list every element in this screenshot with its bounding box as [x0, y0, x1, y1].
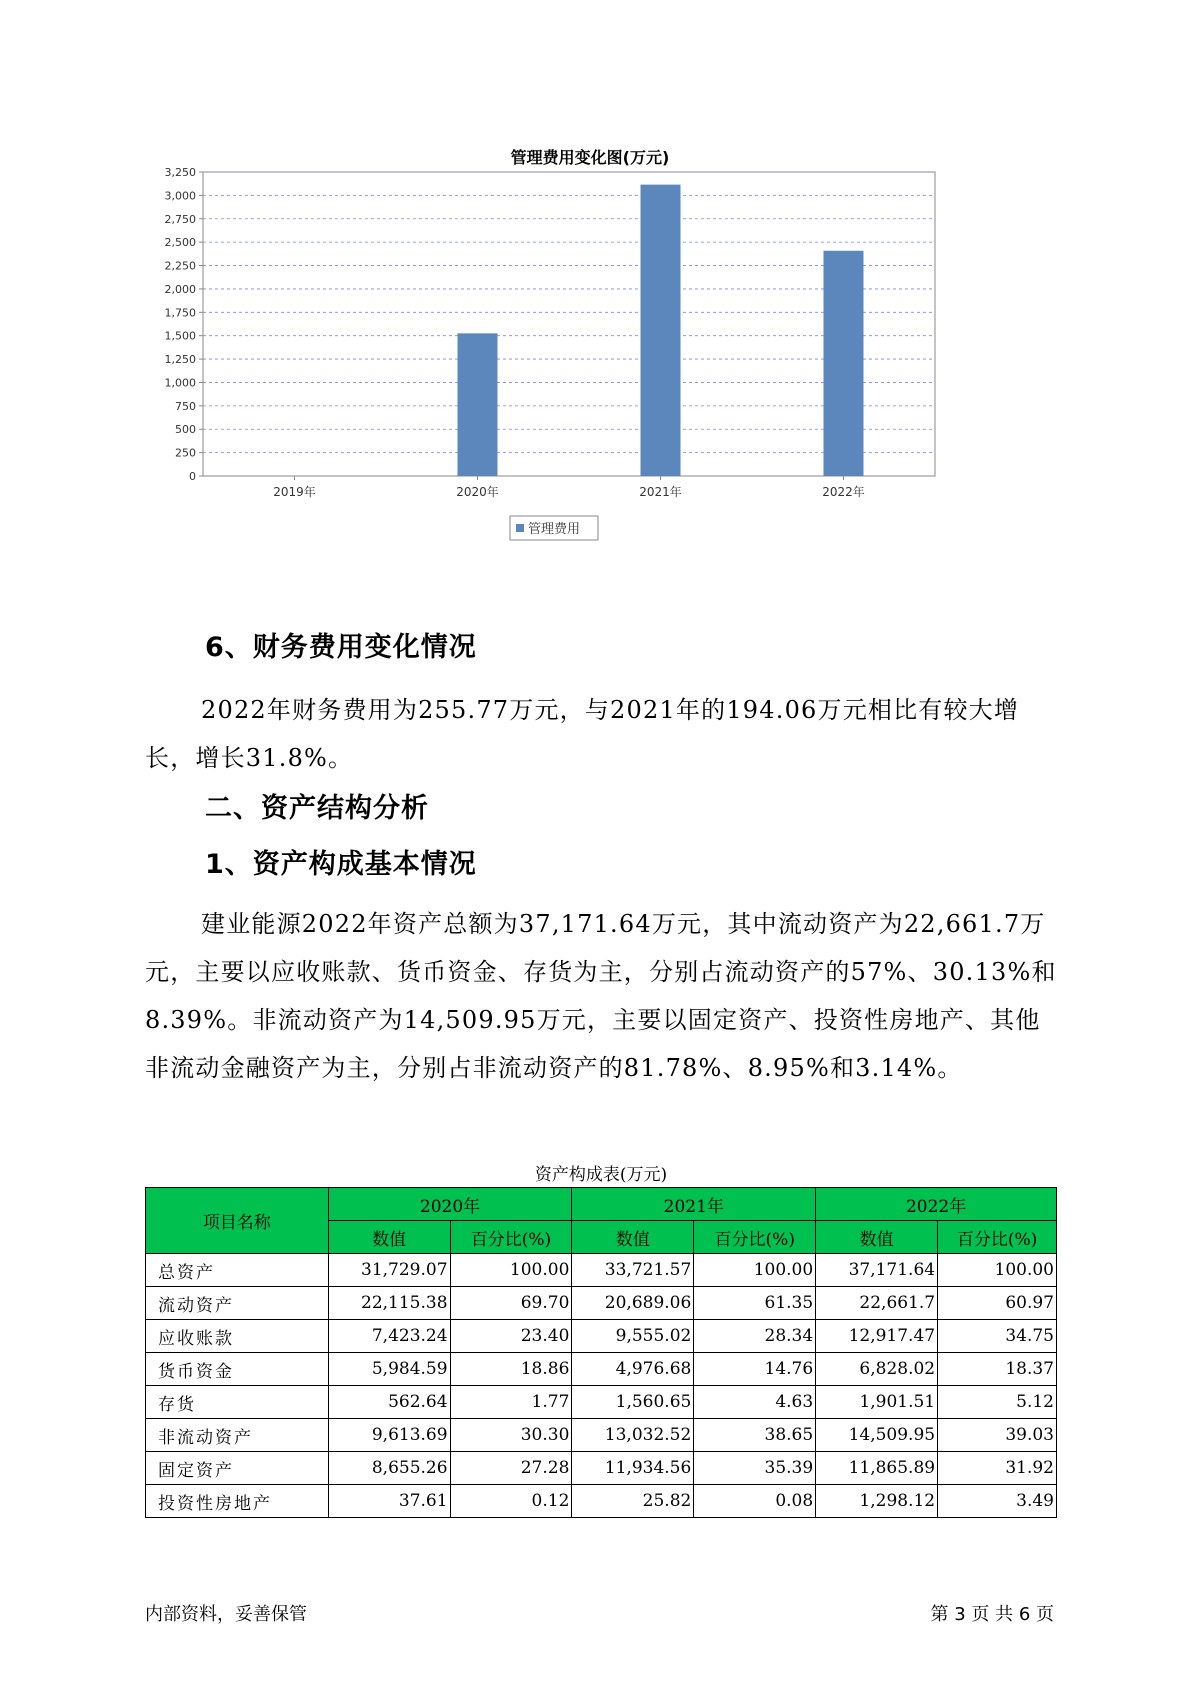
y-tick-label: 1,500 [164, 329, 196, 343]
footer-page-number: 第 3 页 共 6 页 [930, 1604, 1054, 1625]
cell-value: 12,917.47 [816, 1320, 938, 1353]
cell-value: 5,984.59 [328, 1353, 450, 1386]
y-tick-label: 750 [175, 399, 196, 413]
cell-value: 25.82 [572, 1485, 694, 1518]
cell-value: 6,828.02 [816, 1353, 938, 1386]
bar-chart [150, 138, 1030, 598]
table-row [146, 1386, 1057, 1419]
row-label: 流动资产 [146, 1287, 329, 1320]
cell-value: 31,729.07 [328, 1254, 450, 1287]
bar-2021年 [641, 185, 681, 476]
cell-value: 9,613.69 [328, 1419, 450, 1452]
header-year-2020: 2020年 [328, 1188, 572, 1221]
table-row [146, 1353, 1057, 1386]
y-tick-label: 500 [175, 423, 196, 437]
table-row [146, 1254, 1057, 1287]
cell-value: 11,934.56 [572, 1452, 694, 1485]
header-percent: 百分比(%) [450, 1221, 572, 1254]
table-row [146, 1320, 1057, 1353]
section-heading-asset-composition: 1、资产构成基本情况 [205, 849, 477, 880]
cell-percent: 100.00 [450, 1254, 572, 1287]
header-value: 数值 [816, 1221, 938, 1254]
row-label: 应收账款 [146, 1320, 329, 1353]
y-tick-label: 3,000 [164, 189, 196, 203]
cell-percent: 61.35 [694, 1287, 816, 1320]
cell-value: 9,555.02 [572, 1320, 694, 1353]
cell-value: 1,298.12 [816, 1485, 938, 1518]
cell-percent: 31.92 [938, 1452, 1057, 1485]
cell-percent: 28.34 [694, 1320, 816, 1353]
cell-percent: 18.37 [938, 1353, 1057, 1386]
cell-value: 1,560.65 [572, 1386, 694, 1419]
cell-percent: 39.03 [938, 1419, 1057, 1452]
cell-value: 7,423.24 [328, 1320, 450, 1353]
row-label: 投资性房地产 [146, 1485, 329, 1518]
row-label: 固定资产 [146, 1452, 329, 1485]
y-tick-label: 0 [189, 470, 196, 483]
section-heading-finance-cost: 6、财务费用变化情况 [205, 632, 477, 663]
cell-value: 37,171.64 [816, 1254, 938, 1287]
table-row [146, 1419, 1057, 1452]
asset-composition-paragraph: 建业能源2022年资产总额为37,171.64万元，其中流动资产为22,661.7万元，主要以应收账款、货币资金、存货为主，分别占流动资产的57%、30.13%和8.39%。非流动资产为14,509.95万元，主要以固定资产、投资性房地产、其他非流动金融资产为主，分别占非流动资产的81.78%、8.95%和3.14%。 [145, 910, 1057, 1082]
finance-cost-paragraph: 2022年财务费用为255.77万元，与2021年的194.06万元相比有较大增长，增长31.8%。 [145, 696, 1020, 772]
x-tick-label: 2022年 [822, 485, 865, 499]
cell-percent: 1.77 [450, 1386, 572, 1419]
y-tick-label: 2,500 [164, 236, 196, 250]
y-tick-label: 2,000 [164, 282, 196, 296]
cell-percent: 100.00 [938, 1254, 1057, 1287]
cell-value: 20,689.06 [572, 1287, 694, 1320]
y-tick-label: 2,250 [164, 259, 196, 273]
table-caption: 资产构成表(万元) [534, 1165, 668, 1185]
chart-title: 管理费用变化图(万元) [510, 148, 670, 167]
header-value: 数值 [572, 1221, 694, 1254]
x-tick-label: 2019年 [273, 485, 316, 499]
cell-percent: 60.97 [938, 1287, 1057, 1320]
table-row [146, 1452, 1057, 1485]
cell-value: 11,865.89 [816, 1452, 938, 1485]
cell-percent: 34.75 [938, 1320, 1057, 1353]
cell-value: 22,661.7 [816, 1287, 938, 1320]
x-tick-label: 2020年 [456, 485, 499, 499]
y-tick-label: 3,250 [164, 166, 196, 179]
header-percent: 百分比(%) [694, 1221, 816, 1254]
y-tick-label: 1,000 [164, 376, 196, 390]
y-tick-label: 1,250 [164, 353, 196, 367]
cell-percent: 4.63 [694, 1386, 816, 1419]
y-tick-label: 250 [175, 446, 196, 460]
y-tick-label: 2,750 [164, 212, 196, 226]
cell-percent: 0.08 [694, 1485, 816, 1518]
asset-table [145, 1187, 1057, 1518]
cell-value: 13,032.52 [572, 1419, 694, 1452]
header-percent: 百分比(%) [938, 1221, 1057, 1254]
x-tick-label: 2021年 [639, 485, 682, 499]
header-year-2021: 2021年 [572, 1188, 816, 1221]
bar-2020年 [458, 333, 498, 476]
row-label: 货币资金 [146, 1353, 329, 1386]
cell-percent: 30.30 [450, 1419, 572, 1452]
header-item-name: 项目名称 [146, 1188, 329, 1254]
cell-value: 1,901.51 [816, 1386, 938, 1419]
row-label: 总资产 [146, 1254, 329, 1287]
cell-percent: 0.12 [450, 1485, 572, 1518]
y-tick-label: 1,750 [164, 306, 196, 320]
cell-value: 562.64 [328, 1386, 450, 1419]
row-label: 非流动资产 [146, 1419, 329, 1452]
cell-percent: 23.40 [450, 1320, 572, 1353]
header-year-2022: 2022年 [816, 1188, 1057, 1221]
table-row [146, 1287, 1057, 1320]
cell-value: 37.61 [328, 1485, 450, 1518]
cell-percent: 35.39 [694, 1452, 816, 1485]
section-heading-asset-structure: 二、资产结构分析 [205, 793, 429, 824]
cell-value: 4,976.68 [572, 1353, 694, 1386]
cell-value: 22,115.38 [328, 1287, 450, 1320]
header-value: 数值 [328, 1221, 450, 1254]
table-header-row [146, 1188, 1057, 1221]
table-row [146, 1485, 1057, 1518]
cell-percent: 18.86 [450, 1353, 572, 1386]
table-body [146, 1254, 1057, 1518]
cell-value: 8,655.26 [328, 1452, 450, 1485]
row-label: 存货 [146, 1386, 329, 1419]
cell-value: 14,509.95 [816, 1419, 938, 1452]
cell-percent: 27.28 [450, 1452, 572, 1485]
cell-value: 33,721.57 [572, 1254, 694, 1287]
bar-2022年 [824, 251, 864, 476]
cell-percent: 38.65 [694, 1419, 816, 1452]
cell-percent: 100.00 [694, 1254, 816, 1287]
chart-svg [150, 138, 1030, 598]
footer-confidential-note: 内部资料，妥善保管 [145, 1604, 307, 1625]
cell-percent: 69.70 [450, 1287, 572, 1320]
cell-percent: 5.12 [938, 1386, 1057, 1419]
legend-swatch [516, 524, 524, 532]
cell-percent: 14.76 [694, 1353, 816, 1386]
legend-label: 管理费用 [528, 522, 581, 537]
cell-percent: 3.49 [938, 1485, 1057, 1518]
